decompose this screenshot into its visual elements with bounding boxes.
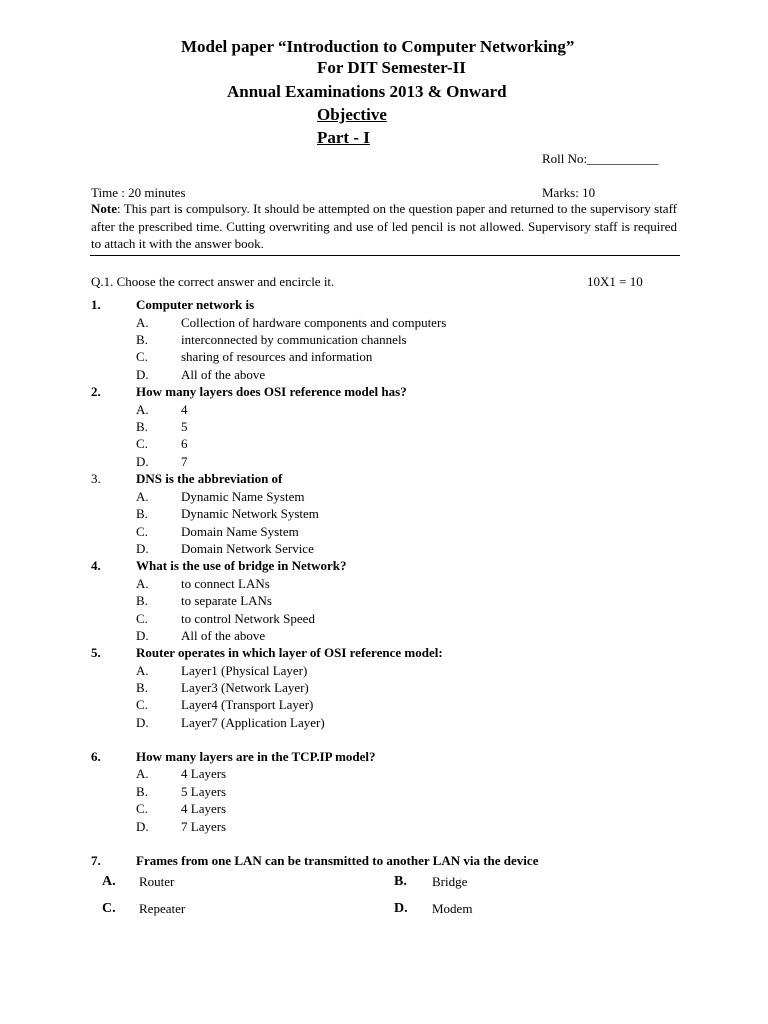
option-letter: A. [102,874,116,889]
option-letter: C. [102,901,116,916]
time-allowed: Time : 20 minutes [91,185,186,200]
option-text: to connect LANs [181,576,270,591]
option-text: 4 [181,402,188,417]
option-letter: B. [136,419,148,434]
option-letter: D. [136,367,149,382]
header-objective: Objective [317,105,387,124]
note-label: Note [91,201,117,216]
instruction: Q.1. Choose the correct answer and encircle it. [91,274,335,289]
question-text: What is the use of bridge in Network? [136,558,347,573]
option-letter: D. [136,454,149,469]
option-text: All of the above [181,628,266,643]
question-number: 6. [91,749,101,764]
option-letter: A. [136,576,149,591]
option-letter: C. [136,801,148,816]
option-text: 4 Layers [181,801,227,816]
option-letter: C. [136,697,148,712]
option-letter: A. [136,489,149,504]
option-letter: A. [136,663,149,678]
option-letter: D. [394,901,408,916]
option-letter: B. [136,506,148,521]
option-letter: D. [136,628,149,643]
option-text: Domain Network Service [181,541,314,556]
question-number: 4. [91,558,101,573]
option-text: Layer7 (Application Layer) [181,715,325,730]
option-text: Layer1 (Physical Layer) [181,663,308,678]
option-text: All of the above [181,367,266,382]
option-letter: C. [136,611,148,626]
question-text: Frames from one LAN can be transmitted to another LAN via the device [136,853,539,868]
header-subtitle: For DIT Semester-II [317,58,466,77]
option-letter: D. [136,541,149,556]
option-text: sharing of resources and information [181,349,373,364]
option-letter: A. [136,766,149,781]
question-text: DNS is the abbreviation of [136,471,283,486]
option-text: 6 [181,436,188,451]
option-text: 7 [181,454,188,469]
question-text: How many layers does OSI reference model has? [136,384,407,399]
note-paragraph [91,200,677,253]
option-text: Collection of hardware components and computers [181,315,447,330]
option-text: Domain Name System [181,524,299,539]
option-letter: B. [394,874,407,889]
question-text: Router operates in which layer of OSI reference model: [136,645,443,660]
option-letter: A. [136,402,149,417]
question-number: 2. [91,384,101,399]
option-text: Layer3 (Network Layer) [181,680,309,695]
option-text: Layer4 (Transport Layer) [181,697,314,712]
roll-number: Roll No:___________ [542,151,659,166]
option-letter: C. [136,349,148,364]
question-number: 3. [91,471,101,486]
option-text: Router [139,874,175,889]
option-text: to control Network Speed [181,611,315,626]
option-text: 7 Layers [181,819,227,834]
option-text: 4 Layers [181,766,227,781]
question-number: 7. [91,853,101,868]
note-text: : This part is compulsory. It should be attempted on the question paper and returned to the supervisory staff after the prescribed time. Cutting overwriting and use of led pencil is not allowed. Supervisory staff is required to attach it with the answer book. [91,201,677,251]
option-text: 5 Layers [181,784,227,799]
option-letter: A. [136,315,149,330]
option-text: Bridge [432,874,468,889]
header-exam: Annual Examinations 2013 & Onward [227,82,507,101]
option-text: Modem [432,901,473,916]
instruction-marks: 10X1 = 10 [587,274,643,289]
option-text: Repeater [139,901,186,916]
divider [90,255,680,256]
option-text: to separate LANs [181,593,272,608]
total-marks: Marks: 10 [542,185,596,200]
option-letter: B. [136,593,148,608]
option-letter: C. [136,436,148,451]
option-text: Dynamic Network System [181,506,319,521]
question-text: How many layers are in the TCP.IP model? [136,749,376,764]
option-letter: D. [136,819,149,834]
question-number: 1. [91,297,101,312]
question-number: 5. [91,645,101,660]
header-part: Part - I [317,128,370,147]
header-title: Model paper “Introduction to Computer Networking” [181,37,575,56]
option-letter: B. [136,784,148,799]
option-text: 5 [181,419,188,434]
option-letter: D. [136,715,149,730]
option-letter: B. [136,332,148,347]
option-letter: C. [136,524,148,539]
option-letter: B. [136,680,148,695]
option-text: Dynamic Name System [181,489,305,504]
question-text: Computer network is [136,297,255,312]
option-text: interconnected by communication channels [181,332,407,347]
